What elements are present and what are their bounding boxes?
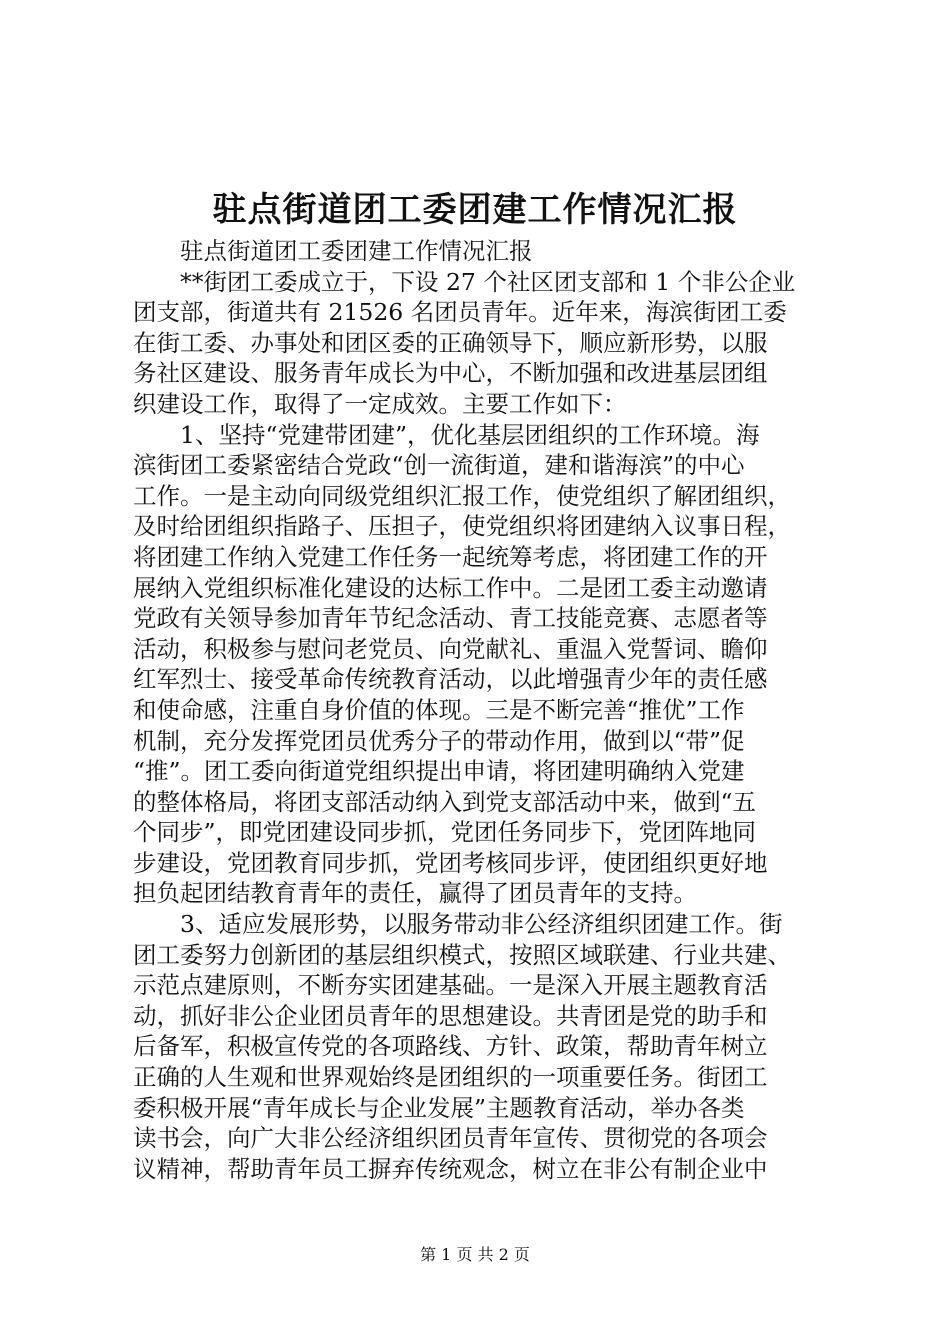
- body-line: 展纳入党组织标准化建设的达标工作中。二是团工委主动邀请: [133, 573, 768, 602]
- body-line: 将团建工作纳入党建工作任务一起统筹考虑，将团建工作的开: [133, 542, 768, 571]
- body-line: 活动，积极参与慰问老党员、向党献礼、重温入党誓词、瞻仰: [133, 634, 768, 663]
- body-line: 委积极开展“青年成长与企业发展”主题教育活动，举办各类: [133, 1093, 745, 1122]
- body-line: 团支部，街道共有 21526 名团员青年。近年来，海滨街团工委: [133, 298, 787, 327]
- body-line: 机制，充分发挥党团员优秀分子的带动作用，做到以“带”促: [133, 726, 745, 755]
- body-line: 的整体格局，将团支部活动纳入到党支部活动中来，做到“五: [133, 787, 757, 816]
- body-line: 和使命感，注重自身价值的体现。三是不断完善“推优”工作: [133, 695, 745, 724]
- body-line: 工作。一是主动向同级党组织汇报工作，使党组织了解团组织，: [133, 481, 791, 510]
- body-line: 动，抓好非公企业团员青年的思想建设。共青团是党的助手和: [133, 1001, 768, 1030]
- body-line: 个同步”，即党团建设同步抓，党团任务同步下，党团阵地同: [133, 818, 757, 847]
- body-line: 1、坚持“党建带团建”，优化基层团组织的工作环境。海: [180, 420, 760, 449]
- body-line: 及时给团组织指路子、压担子，使党组织将团建纳入议事日程，: [133, 512, 791, 541]
- page-number-footer: 第 1 页 共 2 页: [420, 1245, 530, 1264]
- document-title: 驻点街道团工委团建工作情况汇报: [212, 190, 738, 230]
- body-line: 务社区建设、服务青年成长为中心，不断加强和改进基层团组: [133, 359, 768, 388]
- body-line: 滨街团工委紧密结合党政“创一流街道，建和谐海滨”的中心: [133, 451, 745, 480]
- document-body: [133, 236, 833, 1184]
- body-line: 3、适应发展形势，以服务带动非公经济组织团建工作。街: [180, 910, 783, 939]
- body-line: 后备军，积极宣传党的各项路线、方针、政策，帮助青年树立: [133, 1032, 768, 1061]
- body-line: 议精神，帮助青年员工摒弃传统观念，树立在非公有制企业中: [133, 1154, 768, 1183]
- body-line: 读书会，向广大非公经济组织团员青年宣传、贯彻党的各项会: [133, 1124, 768, 1153]
- body-line: 步建设，党团教育同步抓，党团考核同步评，使团组织更好地: [133, 848, 768, 877]
- body-line: 在街工委、办事处和团区委的正确领导下，顺应新形势，以服: [133, 328, 768, 357]
- body-line: 团工委努力创新团的基层组织模式，按照区域联建、行业共建、: [133, 940, 791, 969]
- body-line: “推”。团工委向街道党组织提出申请，将团建明确纳入党建: [133, 757, 745, 786]
- body-line: **街团工委成立于，下设 27 个社区团支部和 1 个非公企业: [180, 267, 796, 296]
- body-line: 示范点建原则，不断夯实团建基础。一是深入开展主题教育活: [133, 971, 768, 1000]
- body-line: 驻点街道团工委团建工作情况汇报: [180, 237, 533, 265]
- body-line: 红军烈士、接受革命传统教育活动，以此增强青少年的责任感: [133, 665, 768, 694]
- body-line: 正确的人生观和世界观始终是团组织的一项重要任务。街团工: [133, 1063, 768, 1092]
- body-line: 担负起团结教育青年的责任，赢得了团员青年的支持。: [133, 879, 697, 908]
- body-line: 织建设工作，取得了一定成效。主要工作如下：: [133, 389, 627, 418]
- body-line: 党政有关领导参加青年节纪念活动、青工技能竞赛、志愿者等: [133, 604, 768, 633]
